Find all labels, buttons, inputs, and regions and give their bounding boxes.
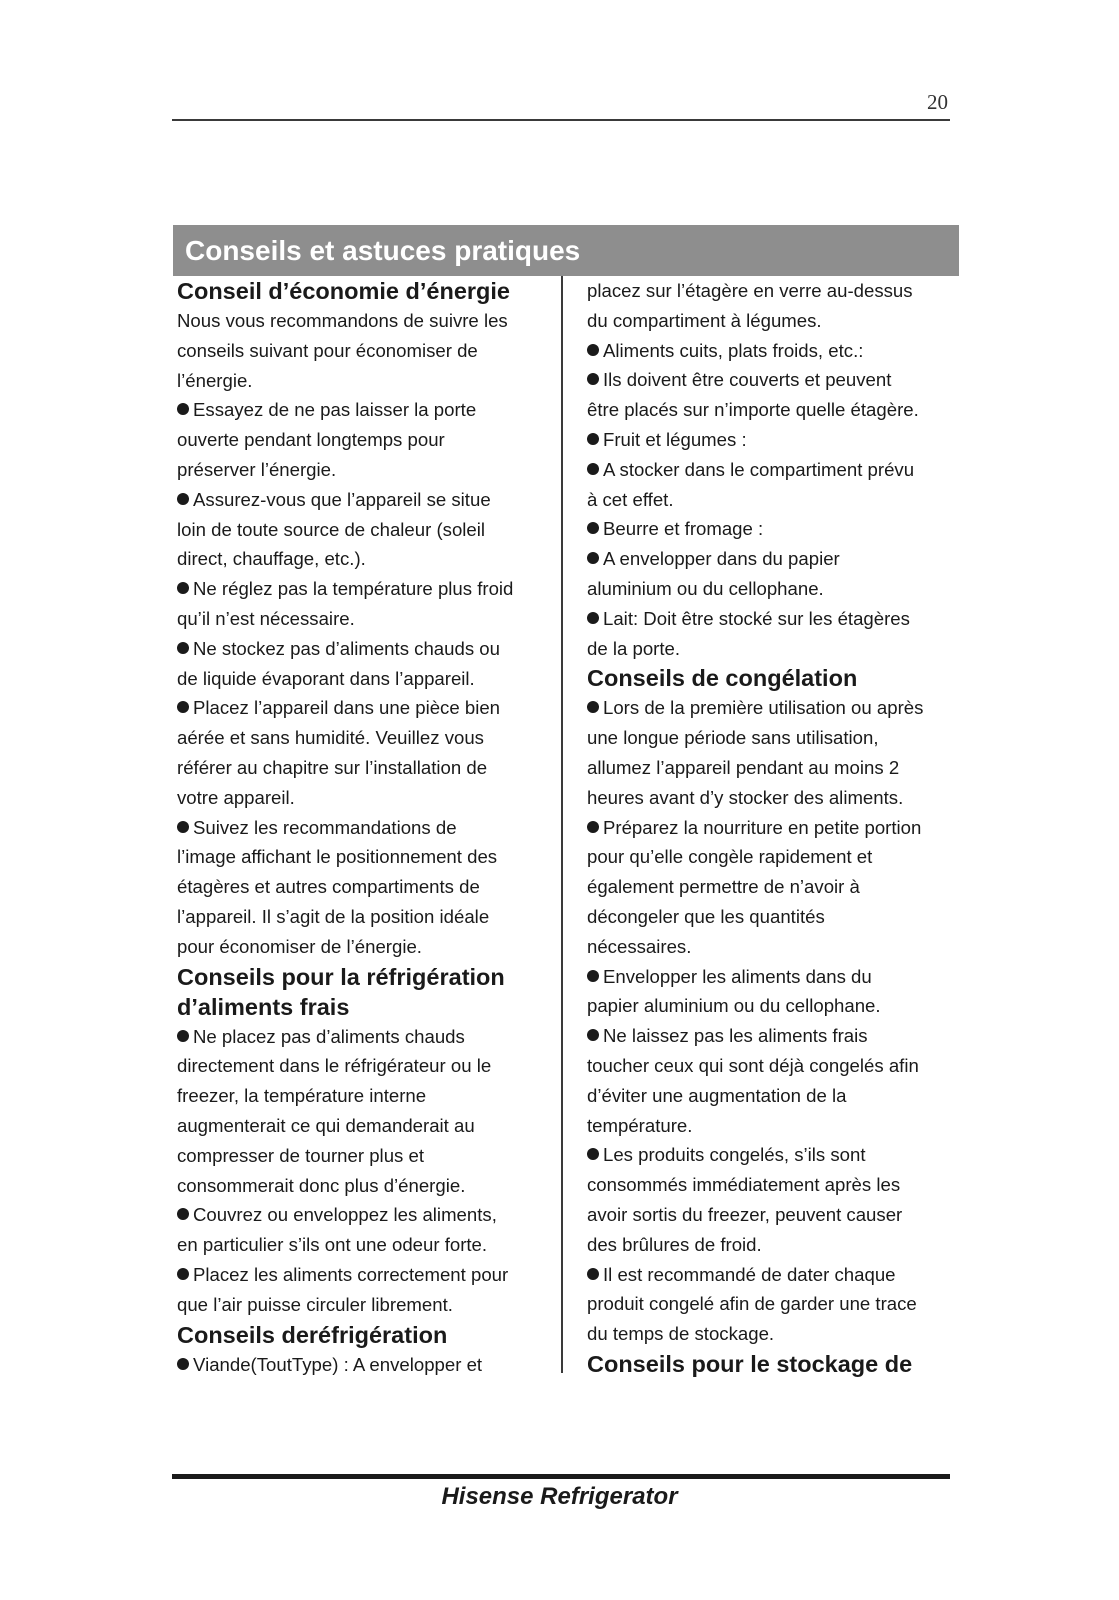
text-line [177,1051,552,1081]
bullet-item [177,485,552,515]
line-text: Suivez les recommandations de [193,816,457,838]
line-text: Ne laissez pas les aliments frais [603,1025,868,1047]
text-line [587,574,957,604]
line-text: votre appareil. [177,786,295,808]
column-divider [561,276,563,1373]
bullet-icon [177,1358,189,1370]
line-text: Ne réglez pas la température plus froid [193,578,514,600]
line-text: A stocker dans le compartiment prévu [603,458,915,480]
bullet-item [177,1022,552,1052]
line-text: freezer, la température interne [177,1085,427,1107]
line-text: produit congelé afin de garder une trace [587,1293,917,1315]
line-text: A envelopper dans du papier [603,548,840,570]
bullet-item [587,1140,957,1170]
line-text: préserver l’énergie. [177,458,337,480]
line-text: à cet effet. [587,488,674,510]
bullet-icon [587,552,599,564]
text-line [587,1289,957,1319]
text-line [587,634,957,664]
text-line [587,1230,957,1260]
line-text: Conseils pour le stockage de [587,1350,913,1377]
bullet-icon [177,1030,189,1042]
text-line [177,425,552,455]
line-text: direct, chauffage, etc.). [177,548,366,570]
text-line [587,276,957,306]
bullet-item [177,1200,552,1230]
line-text: de la porte. [587,637,681,659]
bullet-icon [177,1208,189,1220]
text-line [177,783,552,813]
line-text: d’aliments frais [177,993,350,1020]
right-column [587,276,957,1379]
line-text: consommerait donc plus d’énergie. [177,1174,466,1196]
bullet-item [587,425,957,455]
line-text: nécessaires. [587,935,692,957]
header-rule [172,119,950,121]
bullet-icon [587,373,599,385]
text-line [587,753,957,783]
line-text: Lors de la première utilisation ou après [603,697,924,719]
bullet-item [587,1021,957,1051]
line-text: Viande(ToutType) : A envelopper et [193,1353,483,1375]
text-line [177,664,552,694]
line-text: Couvrez ou enveloppez les aliments, [193,1204,497,1226]
bullet-icon [177,1268,189,1280]
line-text: Ils doivent être couverts et peuvent [603,369,892,391]
line-text: Lait: Doit être stocké sur les étagères [603,607,910,629]
line-text: l’image affichant le positionnement des [177,846,498,868]
line-text: heures avant d’y stocker des aliments. [587,786,904,808]
bullet-item [587,962,957,992]
bullet-item [177,813,552,843]
line-text: Conseils pour la réfrigération [177,963,505,990]
subsection-heading [587,1349,957,1379]
line-text: Fruit et légumes : [603,428,747,450]
line-text: que l’air puisse circuler librement. [177,1293,453,1315]
text-line [587,395,957,425]
line-text: Envelopper les aliments dans du [603,965,872,987]
subsection-heading [177,992,552,1022]
text-line [177,1171,552,1201]
subsection-heading [587,663,957,693]
bullet-icon [587,1148,599,1160]
line-text: Les produits congelés, s’ils sont [603,1144,866,1166]
line-text: en particulier s’ils ont une odeur forte. [177,1234,488,1256]
bullet-icon [587,612,599,624]
bullet-icon [177,821,189,833]
line-text: Ne stockez pas d’aliments chauds ou [193,637,500,659]
line-text: compresser de tourner plus et [177,1144,425,1166]
bullet-item [587,813,957,843]
subsection-heading [177,1320,552,1350]
line-text: décongeler que les quantités [587,905,825,927]
text-line [587,306,957,336]
text-line [177,455,552,485]
bullet-icon [177,701,189,713]
line-text: qu’il n’est nécessaire. [177,607,355,629]
bullet-item [177,574,552,604]
line-text: Aliments cuits, plats froids, etc.: [603,339,864,361]
line-text: température. [587,1114,693,1136]
line-text: placez sur l’étagère en verre au-dessus [587,280,913,301]
bullet-icon [177,493,189,505]
text-line [587,872,957,902]
footer-brand: Hisense Refrigerator [441,1483,678,1510]
line-text: référer au chapitre sur l’installation de [177,756,488,778]
bullet-icon [587,463,599,475]
line-text: augmenterait ce qui demanderait au [177,1114,475,1136]
subsection-heading [177,276,552,306]
text-line [587,723,957,753]
text-line [587,1319,957,1349]
text-line [177,902,552,932]
bullet-icon [587,522,599,534]
line-text: papier aluminium ou du cellophane. [587,995,881,1017]
line-text: conseils suivant pour économiser de [177,339,478,361]
line-text: étagères et autres compartiments de [177,876,480,898]
line-text: Assurez-vous que l’appareil se situe [193,488,491,510]
left-column [177,276,552,1379]
bullet-item [587,365,957,395]
bullet-icon [587,970,599,982]
text-line [177,544,552,574]
text-line [587,1111,957,1141]
text-line [177,842,552,872]
line-text: du compartiment à légumes. [587,309,822,331]
text-line [177,932,552,962]
text-line [587,991,957,1021]
text-line [177,1290,552,1320]
bullet-icon [587,1029,599,1041]
line-text: Essayez de ne pas laisser la porte [193,399,477,421]
line-text: du temps de stockage. [587,1323,775,1345]
line-text: Conseils de congélation [587,665,858,692]
bullet-item [177,693,552,723]
text-line [177,336,552,366]
bullet-item [587,455,957,485]
line-text: Préparez la nourriture en petite portion [603,816,922,838]
bullet-icon [587,344,599,356]
bullet-item [177,1260,552,1290]
bullet-item [587,544,957,574]
line-text: pour qu’elle congèle rapidement et [587,846,873,868]
bullet-icon [587,433,599,445]
line-text: l’appareil. Il s’agit de la position idéale [177,905,490,927]
text-line [587,842,957,872]
text-line [177,753,552,783]
text-line [587,1081,957,1111]
line-text: consommés immédiatement après les [587,1174,901,1196]
text-line [177,1141,552,1171]
line-text: Conseil d’économie d’énergie [177,278,510,304]
line-text: des brûlures de froid. [587,1233,762,1255]
text-line [587,783,957,813]
bullet-icon [587,1268,599,1280]
subsection-heading [177,962,552,992]
bullet-icon [587,701,599,713]
line-text: loin de toute source de chaleur (soleil [177,518,486,540]
line-text: Beurre et fromage : [603,518,764,540]
line-text: aérée et sans humidité. Veuillez vous [177,727,484,749]
line-text: également permettre de n’avoir à [587,876,860,898]
text-line [587,932,957,962]
line-text: une longue période sans utilisation, [587,727,879,749]
text-line [177,306,552,336]
text-line [177,723,552,753]
text-line [177,872,552,902]
text-line [587,1170,957,1200]
line-text: Ne placez pas d’aliments chauds [193,1025,465,1047]
line-text: d’éviter une augmentation de la [587,1084,847,1106]
bullet-item [177,634,552,664]
text-line [177,366,552,396]
text-line [177,515,552,545]
line-text: toucher ceux qui sont déjà congelés afin [587,1054,919,1076]
line-text: ouverte pendant longtemps pour [177,429,445,451]
line-text: allumez l’appareil pendant au moins 2 [587,756,900,778]
text-line [587,1200,957,1230]
bullet-item [177,395,552,425]
bullet-icon [177,642,189,654]
bullet-icon [177,403,189,415]
text-line [177,604,552,634]
page-number: 20 [927,90,948,114]
line-text: Nous vous recommandons de suivre les [177,310,508,331]
text-line [177,1230,552,1260]
footer-rule [172,1474,950,1479]
bullet-item [587,336,957,366]
line-text: Conseils deréfrigération [177,1321,448,1348]
section-title: Conseils et astuces pratiques [173,225,959,276]
bullet-item [587,514,957,544]
line-text: de liquide évaporant dans l’appareil. [177,667,475,689]
text-line [587,902,957,932]
text-line [177,1111,552,1141]
line-text: être placés sur n’importe quelle étagère. [587,399,919,421]
line-text: l’énergie. [177,369,253,391]
text-line [587,485,957,515]
bullet-item [177,1350,552,1380]
line-text: avoir sortis du freezer, peuvent causer [587,1203,903,1225]
line-text: Placez les aliments correctement pour [193,1263,509,1285]
line-text: directement dans le réfrigérateur ou le [177,1055,492,1077]
line-text: pour économiser de l’énergie. [177,935,422,957]
bullet-item [587,604,957,634]
bullet-item [587,693,957,723]
line-text: Placez l’appareil dans une pièce bien [193,697,501,719]
text-line [587,1051,957,1081]
bullet-icon [177,582,189,594]
bullet-item [587,1260,957,1290]
line-text: Il est recommandé de dater chaque [603,1263,896,1285]
text-line [177,1081,552,1111]
bullet-icon [587,821,599,833]
line-text: aluminium ou du cellophane. [587,577,824,599]
